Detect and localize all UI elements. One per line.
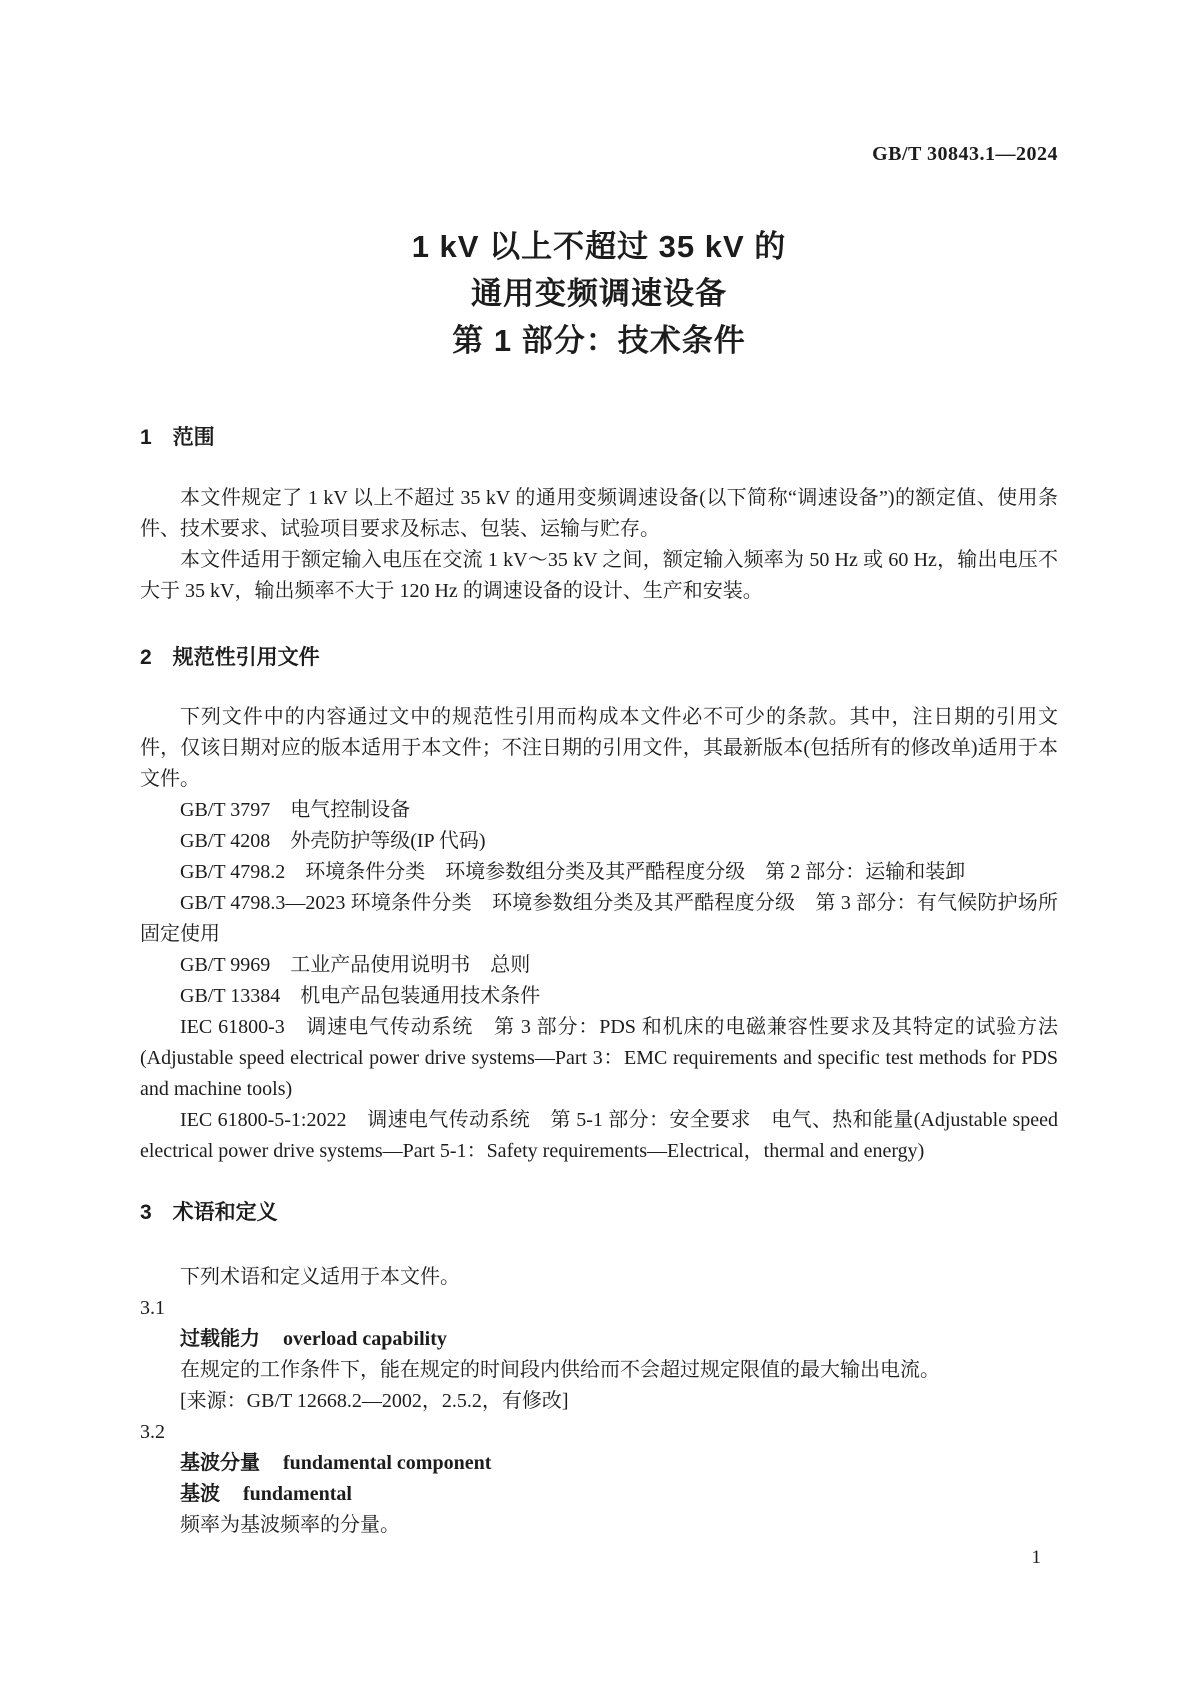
reference-item: IEC 61800-5-1:2022 调速电气传动系统 第 5-1 部分：安全要求 电气、热和能量(Adjustable speed electrical power drive systems—Part 5-1：Safety requirements—Electrical，thermal and energy) (140, 1109, 1058, 1162)
term-name-zh: 过载能力 (180, 1328, 260, 1350)
terms-intro: 下列术语和定义适用于本文件。 (180, 1266, 460, 1288)
term-entry-3-2 (140, 1417, 1058, 1541)
reference-item: GB/T 4798.2 环境条件分类 环境参数组分类及其严酷程度分级 第 2 部分：运输和装卸 (180, 861, 966, 883)
reference-item: GB/T 13384 机电产品包装通用技术条件 (180, 985, 541, 1007)
term-definition: 在规定的工作条件下，能在规定的时间段内供给而不会超过规定限值的最大输出电流。 (180, 1359, 940, 1381)
standard-number: GB/T 30843.1—2024 (872, 143, 1058, 165)
title-line-3: 第 1 部分：技术条件 (452, 323, 746, 358)
term-number: 3.2 (140, 1421, 165, 1443)
reference-item: GB/T 9969 工业产品使用说明书 总则 (180, 954, 531, 976)
term-name-line (140, 1448, 1058, 1479)
term-definition: 频率为基波频率的分量。 (180, 1514, 400, 1536)
term-source: [来源：GB/T 12668.2—2002，2.5.2，有修改] (180, 1390, 569, 1412)
section-heading-terms-definitions: 3 术语和定义 (140, 1201, 278, 1224)
title-line-1: 1 kV 以上不超过 35 kV 的 (411, 229, 787, 264)
reference-item: GB/T 4798.3—2023 环境条件分类 环境参数组分类及其严酷程度分级 第 3 部分：有气候防护场所固定使用 (140, 892, 1058, 945)
document-title (140, 223, 1058, 364)
reference-item: GB/T 4208 外壳防护等级(IP 代码) (180, 830, 486, 852)
normative-references-list (140, 795, 1058, 1167)
term-name-en: overload capability (283, 1328, 447, 1350)
term-name-en: fundamental component (283, 1452, 492, 1474)
term-number: 3.1 (140, 1297, 165, 1319)
section-heading-normative-references: 2 规范性引用文件 (140, 646, 320, 669)
term-name-zh: 基波分量 (180, 1452, 260, 1474)
reference-item: GB/T 3797 电气控制设备 (180, 799, 411, 821)
scope-paragraph-2: 本文件适用于额定输入电压在交流 1 kV～35 kV 之间，额定输入频率为 50 Hz 或 60 Hz，输出电压不大于 35 kV，输出频率不大于 120 Hz 的调速设备的设计、生产和安装。 (140, 549, 1058, 602)
term-name-zh: 基波 (180, 1483, 220, 1505)
term-name-line (140, 1479, 1058, 1510)
title-line-2: 通用变频调速设备 (471, 276, 727, 311)
term-name-line (140, 1324, 1058, 1355)
normative-references-intro: 下列文件中的内容通过文中的规范性引用而构成本文件必不可少的条款。其中，注日期的引用文件，仅该日期对应的版本适用于本文件；不注日期的引用文件，其最新版本(包括所有的修改单)适用于本文件。 (140, 706, 1058, 790)
reference-item: IEC 61800-3 调速电气传动系统 第 3 部分：PDS 和机床的电磁兼容性要求及其特定的试验方法(Adjustable speed electrical power drive systems—Part 3：EMC requirements and specific test methods for PDS and machine tools) (140, 1016, 1058, 1100)
term-entry-3-1 (140, 1293, 1058, 1417)
page-number: 1 (1031, 1547, 1041, 1568)
section-heading-scope: 1 范围 (140, 426, 215, 449)
term-name-en: fundamental (243, 1483, 352, 1505)
scope-paragraph-1: 本文件规定了 1 kV 以上不超过 35 kV 的通用变频调速设备(以下简称“调速设备”)的额定值、使用条件、技术要求、试验项目要求及标志、包装、运输与贮存。 (140, 487, 1058, 540)
